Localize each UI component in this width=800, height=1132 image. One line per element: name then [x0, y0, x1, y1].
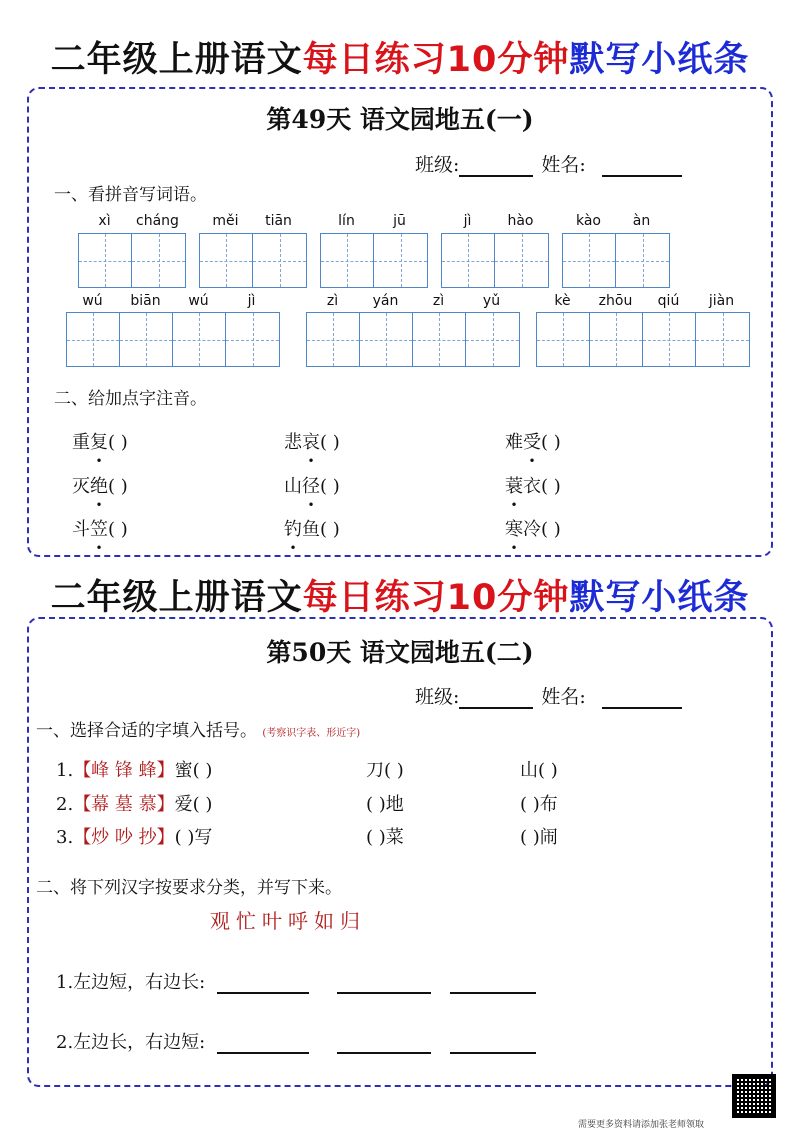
word-item: 斗笠( ) — [72, 519, 128, 540]
pinyin-label: zì — [326, 293, 339, 309]
class-blank[interactable] — [459, 707, 533, 709]
day49-title: 第49天 语文园地五(一) — [266, 105, 534, 134]
answer-blank[interactable]: 蜜( ) — [174, 760, 213, 781]
pinyin-label: wú — [82, 293, 103, 309]
fill-item[interactable]: ( )菜 — [366, 827, 404, 848]
pinyin-label: lín — [338, 213, 355, 229]
word-item: 悲哀( ) — [284, 432, 340, 453]
writing-grid[interactable] — [536, 312, 750, 367]
name-label: 姓名: — [541, 686, 586, 708]
word-item: 寒冷( ) — [505, 519, 561, 540]
pinyin-label: biān — [130, 293, 161, 309]
class-label: 班级: — [415, 686, 460, 708]
answer-blank[interactable]: ( )写 — [174, 827, 213, 848]
top-banner — [0, 32, 800, 82]
writing-grid[interactable] — [441, 233, 549, 288]
banner-text-1: 二年级上册语文 — [50, 40, 303, 80]
day50-q2-heading: 二、将下列汉字按要求分类，并写下来。 — [36, 878, 342, 898]
banner-text-2: 每日练习10分钟 — [302, 40, 570, 80]
fill-item[interactable]: 刀( ) — [366, 760, 404, 781]
pinyin-label: zì — [432, 293, 445, 309]
name-blank[interactable] — [602, 707, 682, 709]
writing-grid[interactable] — [320, 233, 428, 288]
banner-text-3: 默写小纸条 — [569, 40, 750, 80]
day50-q1-heading: 一、选择合适的字填入括号。 (考察识字表、形近字) — [36, 721, 361, 741]
pinyin-label: wú — [188, 293, 209, 309]
answer-line[interactable] — [217, 992, 309, 994]
pinyin-label: àn — [632, 213, 651, 229]
answer-line[interactable] — [337, 992, 431, 994]
pinyin-label: yán — [372, 293, 399, 309]
category-1 — [56, 968, 536, 994]
answer-line[interactable] — [450, 992, 536, 994]
fill-item[interactable]: ( )地 — [366, 794, 404, 815]
pinyin-label: tiān — [265, 213, 292, 229]
pinyin-label: yǔ — [482, 293, 501, 309]
pinyin-label: xì — [98, 213, 111, 229]
pinyin-label: jì — [463, 213, 472, 229]
pinyin-label: měi — [212, 213, 239, 229]
pinyin-label: jū — [393, 213, 406, 229]
fill-row: 3.【炒 吵 抄】( )写 — [56, 827, 213, 848]
answer-blank[interactable]: ( ) — [108, 476, 128, 497]
day50-title: 第50天 语文园地五(二) — [266, 638, 534, 667]
pinyin-label: zhōu — [598, 293, 633, 309]
category-2-label: 2.左边长，右边短: — [56, 1032, 206, 1053]
category-1-label: 1.左边短，右边长: — [56, 972, 206, 993]
writing-grid[interactable] — [306, 312, 520, 367]
answer-line[interactable] — [217, 1052, 309, 1054]
answer-blank[interactable]: ( ) — [108, 519, 128, 540]
answer-blank[interactable]: ( ) — [320, 432, 340, 453]
fill-item[interactable]: 山( ) — [520, 760, 558, 781]
qr-code-icon — [732, 1074, 776, 1118]
writing-grid[interactable] — [66, 312, 280, 367]
writing-grid[interactable] — [562, 233, 670, 288]
word-item: 难受( ) — [505, 432, 561, 453]
day50-class-name-row — [415, 682, 682, 709]
pinyin-label: qiú — [657, 293, 680, 309]
answer-line[interactable] — [337, 1052, 431, 1054]
fill-item[interactable]: ( )布 — [520, 794, 558, 815]
day49-class-name-row — [415, 150, 682, 177]
word-item: 钓鱼( ) — [284, 519, 340, 540]
pinyin-label: kào — [575, 213, 601, 229]
name-label: 姓名: — [541, 154, 586, 176]
pinyin-label: hào — [507, 213, 534, 229]
pinyin-label: jì — [247, 293, 256, 309]
class-blank[interactable] — [459, 175, 533, 177]
fill-item[interactable]: ( )闹 — [520, 827, 558, 848]
word-item: 蓑衣( ) — [505, 476, 561, 497]
footer-text: 需要更多资料请添加张老师领取 — [578, 1120, 705, 1130]
category-2 — [56, 1028, 536, 1054]
fill-row: 2.【幕 墓 慕】爱( ) — [56, 794, 213, 815]
word-item: 灭绝( ) — [72, 476, 128, 497]
name-blank[interactable] — [602, 175, 682, 177]
word-item: 重复( ) — [72, 432, 128, 453]
answer-blank[interactable]: ( ) — [320, 519, 340, 540]
banner-text-3: 默写小纸条 — [569, 578, 750, 618]
day49-q2-heading: 二、给加点字注音。 — [54, 389, 207, 409]
answer-blank[interactable]: ( ) — [541, 432, 561, 453]
pinyin-label: cháng — [136, 213, 179, 229]
mid-banner — [0, 570, 800, 620]
class-label: 班级: — [415, 154, 460, 176]
answer-blank[interactable]: ( ) — [320, 476, 340, 497]
pinyin-label: kè — [554, 293, 571, 309]
answer-line[interactable] — [450, 1052, 536, 1054]
day49-q1-heading: 一、看拼音写词语。 — [54, 185, 207, 205]
character-list: 观忙叶呼如归 — [210, 909, 366, 933]
writing-grid[interactable] — [199, 233, 307, 288]
answer-blank[interactable]: ( ) — [541, 476, 561, 497]
q1-note: (考察识字表、形近字) — [262, 728, 361, 739]
answer-blank[interactable]: 爱( ) — [174, 794, 213, 815]
banner-text-1: 二年级上册语文 — [50, 578, 303, 618]
fill-row: 1.【峰 锋 蜂】蜜( ) — [56, 760, 213, 781]
answer-blank[interactable]: ( ) — [541, 519, 561, 540]
word-item: 山径( ) — [284, 476, 340, 497]
banner-text-2: 每日练习10分钟 — [302, 578, 570, 618]
answer-blank[interactable]: ( ) — [108, 432, 128, 453]
writing-grid[interactable] — [78, 233, 186, 288]
pinyin-label: jiàn — [708, 293, 735, 309]
